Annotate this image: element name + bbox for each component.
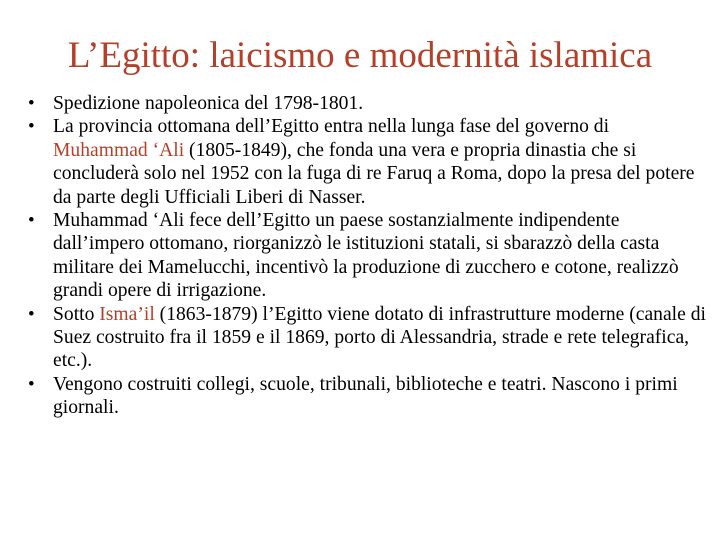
- slide-title: L’Egitto: laicismo e modernità islamica: [67, 35, 653, 76]
- bullet-text-after: (1863-1879) l’Egitto viene dotato di infrastrutture moderne (canale di Suez costruito fra il 1859 e il 1869, porto di Alessandria, strade e rete telegrafica, etc.).: [53, 303, 706, 372]
- bullet-text: Muhammad ‘Ali fece dell’Egitto un paese sostanzialmente indipendente dall’impero ottomano, riorganizzò le istituzioni statali, si sbarazzò della casta militare dei Mamelucchi, incentivò la produzione di zucchero e cotone, realizzò grandi opere di irrigazione.: [53, 210, 679, 302]
- bullet-text-before: Sotto: [53, 303, 100, 325]
- bullet-text: Vengono costruiti collegi, scuole, tribunali, biblioteche e teatri. Nascono i primi giornali.: [53, 373, 678, 419]
- bullet-marker: •: [28, 373, 35, 395]
- bullet-item: [28, 92, 708, 115]
- bullet-marker: •: [28, 93, 35, 114]
- bullet-item: [28, 373, 708, 420]
- highlighted-name: Muhammad ‘Ali: [53, 139, 185, 161]
- bullet-text-before: La provincia ottomana dell’Egitto entra nella lunga fase del governo di: [53, 116, 610, 138]
- bullet-list: [28, 92, 708, 420]
- bullet-marker: •: [28, 303, 35, 325]
- bullet-marker: •: [28, 210, 35, 232]
- bullet-item: [28, 209, 708, 303]
- highlighted-name: Isma’il: [99, 303, 155, 325]
- bullet-item: [28, 303, 708, 373]
- bullet-text: Spedizione napoleonica del 1798-1801.: [53, 93, 364, 114]
- bullet-text-after: (1805-1849), che fonda una vera e propria dinastia che si concluderà solo nel 1952 con la fuga di re Faruq a Roma, dopo la presa del potere da parte degli Ufficiali Liberi di Nasser.: [53, 139, 695, 208]
- bullet-marker: •: [28, 116, 35, 138]
- bullet-item: [28, 115, 708, 209]
